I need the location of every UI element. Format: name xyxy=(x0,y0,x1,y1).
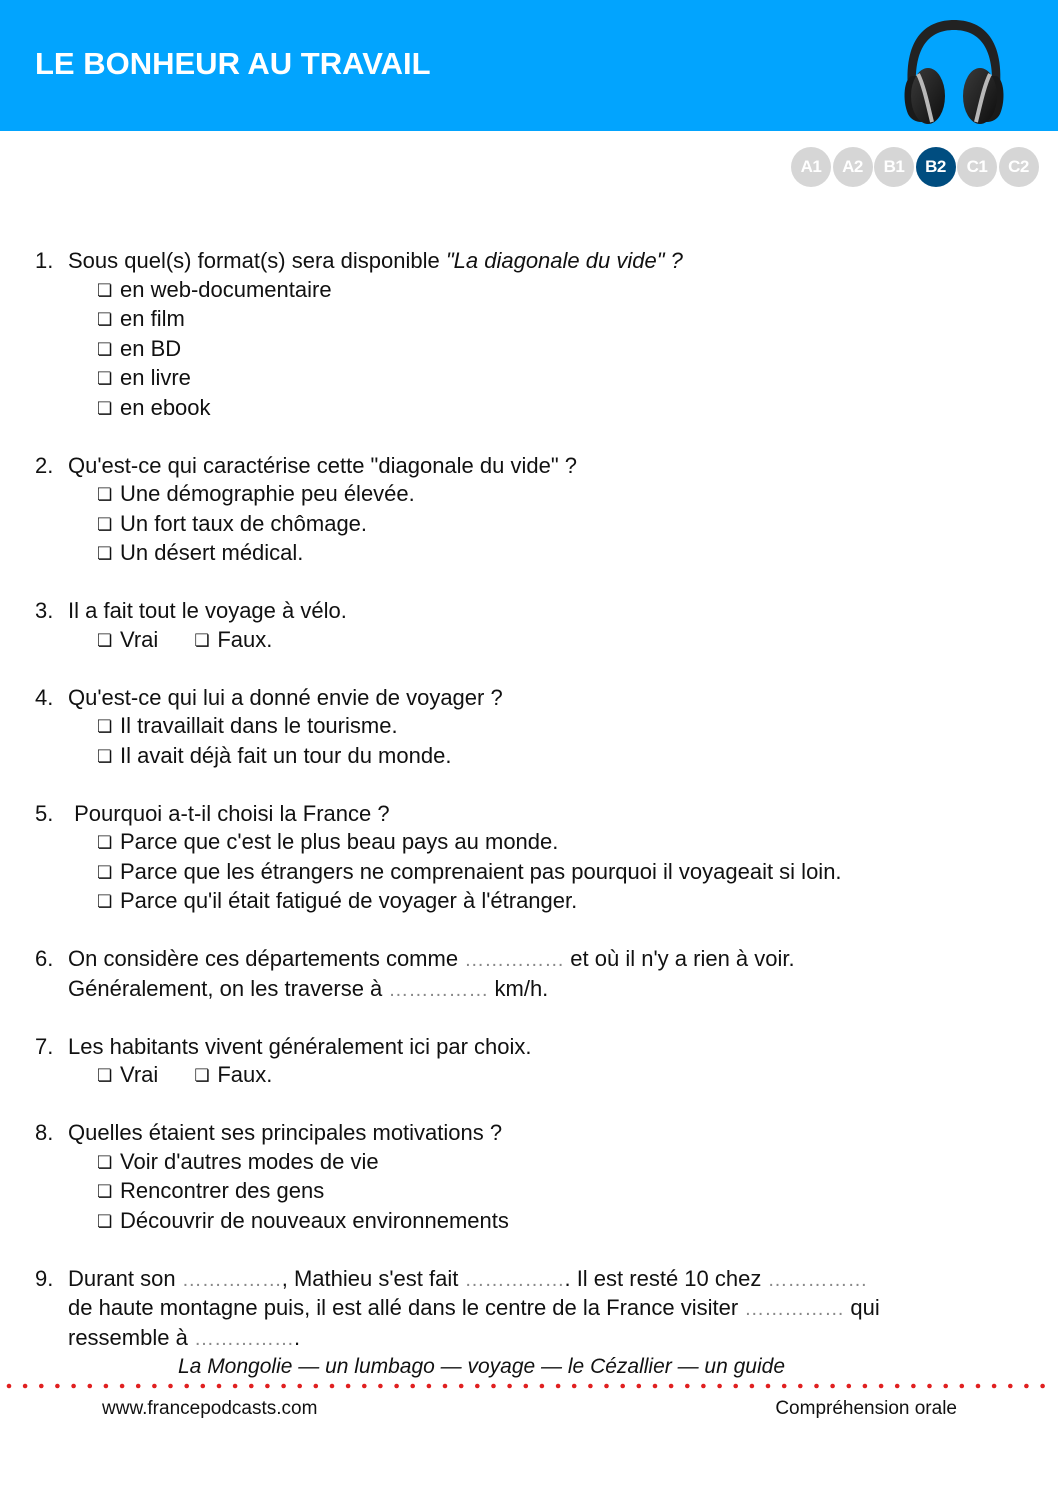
option-label: Un fort taux de chômage. xyxy=(120,510,368,536)
level-badge-a2: A2 xyxy=(833,147,873,187)
checkbox-icon[interactable]: ❏ xyxy=(97,485,113,505)
option-checkbox[interactable] xyxy=(97,394,1058,424)
checkbox-icon[interactable]: ❏ xyxy=(97,544,113,564)
divider-dot xyxy=(782,1384,787,1389)
option-checkbox[interactable] xyxy=(97,539,1058,569)
checkbox-icon[interactable]: ❏ xyxy=(97,339,113,360)
divider-dot xyxy=(895,1384,900,1389)
question-3 xyxy=(0,597,1058,655)
question-5 xyxy=(0,800,1058,917)
option-checkbox[interactable] xyxy=(97,887,1058,917)
checkbox-icon[interactable]: ❏ xyxy=(97,833,113,853)
question-9 xyxy=(0,1265,1058,1382)
true-false-options xyxy=(97,626,1058,656)
footer-website: www.francepodcasts.com xyxy=(102,1398,318,1419)
divider-dot xyxy=(1024,1384,1029,1389)
divider-dot xyxy=(410,1384,415,1389)
fill-in-blank[interactable]: …………… xyxy=(767,1268,868,1291)
option-label: en film xyxy=(120,306,185,331)
option-label: Il avait déjà fait un tour du monde. xyxy=(120,742,452,768)
question-1 xyxy=(0,247,1058,423)
text-segment: . xyxy=(293,1324,301,1350)
checkbox-icon[interactable]: ❏ xyxy=(97,1066,113,1086)
divider-dot xyxy=(443,1384,448,1389)
checkbox-icon[interactable]: ❏ xyxy=(194,1066,210,1086)
question-number: 4. xyxy=(35,684,54,710)
text-segment: , Mathieu s'est fait xyxy=(281,1265,465,1291)
option-checkbox[interactable] xyxy=(97,364,1058,394)
divider-dot xyxy=(604,1384,609,1389)
level-badge-b1: B1 xyxy=(874,147,914,187)
question-number: 8. xyxy=(35,1120,54,1145)
text-segment: Généralement, on les traverse à xyxy=(68,975,389,1001)
text-segment: On considère ces départements comme xyxy=(68,946,465,971)
option-label: Il travaillait dans le tourisme. xyxy=(120,713,398,738)
text-segment: et où il n'y a rien à voir. xyxy=(564,946,795,971)
checkbox-icon[interactable]: ❏ xyxy=(97,717,113,737)
divider-dot xyxy=(314,1384,319,1389)
divider-dot xyxy=(23,1384,28,1389)
option-vrai[interactable] xyxy=(97,1061,158,1091)
divider-dot xyxy=(943,1384,948,1389)
option-label: Voir d'autres modes de vie xyxy=(120,1148,379,1174)
divider-dot xyxy=(104,1384,109,1389)
question-text: Quelles étaient ses principales motivations ? xyxy=(68,1120,503,1145)
option-vrai[interactable] xyxy=(97,626,158,656)
divider-dot xyxy=(120,1384,125,1389)
checkbox-icon[interactable]: ❏ xyxy=(97,310,113,330)
option-checkbox[interactable] xyxy=(97,1207,1058,1237)
divider-dot xyxy=(39,1384,44,1389)
divider-dot xyxy=(588,1384,593,1389)
option-checkbox[interactable] xyxy=(97,335,1058,365)
question-text: Pourquoi a-t-il choisi la France ? xyxy=(68,800,390,826)
question-number: 9. xyxy=(35,1265,54,1291)
option-label: Une démographie peu élevée. xyxy=(120,481,415,506)
divider-dot xyxy=(1040,1384,1045,1389)
question-text: Les habitants vivent généralement ici par choix. xyxy=(68,1033,532,1059)
divider-dot xyxy=(847,1384,852,1389)
checkbox-icon[interactable]: ❏ xyxy=(97,892,113,912)
question-number: 3. xyxy=(35,598,54,623)
text-segment: qui xyxy=(844,1295,880,1320)
divider-dot xyxy=(733,1384,738,1389)
question-2 xyxy=(0,452,1058,569)
checkbox-icon[interactable]: ❏ xyxy=(97,630,113,651)
divider-dot xyxy=(55,1384,60,1389)
option-label: Découvrir de nouveaux environnements xyxy=(120,1207,509,1233)
question-text xyxy=(68,945,1018,975)
divider-dot xyxy=(524,1384,529,1389)
checkbox-icon[interactable]: ❏ xyxy=(97,514,113,535)
question-text-plain: Sous quel(s) format(s) sera disponible xyxy=(68,248,446,273)
option-label: en ebook xyxy=(120,394,211,420)
level-badge-b2-active: B2 xyxy=(916,147,956,187)
question-text-line-2 xyxy=(68,975,1018,1005)
divider-dot xyxy=(88,1384,93,1389)
divider-dot xyxy=(750,1384,755,1389)
divider-dot xyxy=(475,1384,480,1389)
fill-in-blank[interactable]: …………… xyxy=(464,949,565,971)
divider-dot xyxy=(992,1384,997,1389)
level-badge-a1: A1 xyxy=(791,147,831,187)
divider-dot xyxy=(814,1384,819,1389)
divider-dot xyxy=(233,1384,238,1389)
option-checkbox[interactable] xyxy=(97,828,1058,858)
checkbox-icon[interactable]: ❏ xyxy=(97,280,113,301)
question-4 xyxy=(0,684,1058,772)
divider-dot xyxy=(540,1384,545,1389)
option-checkbox[interactable] xyxy=(97,1148,1058,1178)
question-number: 1. xyxy=(35,248,54,273)
word-bank: La Mongolie — un lumbago — voyage — le Cézallier — un guide xyxy=(178,1355,786,1378)
level-badge-c1: C1 xyxy=(957,147,997,187)
divider-dot xyxy=(960,1384,965,1389)
checkbox-icon[interactable]: ❏ xyxy=(97,1182,113,1202)
option-checkbox[interactable] xyxy=(97,276,1058,306)
divider-dot xyxy=(863,1384,868,1389)
text-segment: ressemble à xyxy=(68,1324,194,1350)
checkbox-icon[interactable]: ❏ xyxy=(97,862,113,883)
divider-dot xyxy=(394,1384,399,1389)
option-label: Parce qu'il était fatigué de voyager à l'étranger. xyxy=(120,888,578,913)
divider-dot xyxy=(362,1384,367,1389)
divider-dot xyxy=(136,1384,141,1389)
divider-dot xyxy=(830,1384,835,1389)
question-text-line-3 xyxy=(68,1324,1018,1354)
checkbox-icon[interactable]: ❏ xyxy=(97,1152,113,1173)
divider-dot xyxy=(168,1384,173,1389)
divider-dot xyxy=(911,1384,916,1389)
level-badge-c2: C2 xyxy=(999,147,1039,187)
option-checkbox[interactable] xyxy=(97,858,1058,888)
divider-dot xyxy=(184,1384,189,1389)
divider-dot xyxy=(507,1384,512,1389)
option-checkbox[interactable] xyxy=(97,1177,1058,1207)
divider-dot xyxy=(427,1384,432,1389)
option-label: en BD xyxy=(120,335,182,361)
text-segment: . Il est resté 10 chez xyxy=(564,1265,768,1291)
divider-dot xyxy=(798,1384,803,1389)
option-label: en livre xyxy=(120,365,191,390)
divider-dot xyxy=(346,1384,351,1389)
header-banner xyxy=(0,0,1058,131)
question-text xyxy=(68,247,1018,276)
divider-dot xyxy=(717,1384,722,1389)
option-checkbox[interactable] xyxy=(97,480,1058,510)
footer-label: Compréhension orale xyxy=(775,1398,957,1419)
option-checkbox[interactable] xyxy=(97,742,1058,772)
divider-dot xyxy=(572,1384,577,1389)
divider-dot xyxy=(1008,1384,1013,1389)
divider-dot xyxy=(685,1384,690,1389)
fill-in-blank[interactable]: …………… xyxy=(464,1268,565,1291)
option-label: Vrai xyxy=(120,1062,159,1087)
checkbox-icon[interactable]: ❏ xyxy=(97,398,113,419)
question-7 xyxy=(0,1033,1058,1091)
checkbox-icon[interactable]: ❏ xyxy=(97,1211,113,1232)
divider-dot xyxy=(669,1384,674,1389)
question-6 xyxy=(0,945,1058,1004)
divider-dot xyxy=(491,1384,496,1389)
question-number: 5. xyxy=(35,800,54,826)
option-label: Parce que c'est le plus beau pays au monde. xyxy=(120,829,559,854)
question-number: 2. xyxy=(35,452,54,478)
option-label: Parce que les étrangers ne comprenaient pas pourquoi il voyageait si loin. xyxy=(120,858,842,884)
page-title: LE BONHEUR AU TRAVAIL xyxy=(35,46,431,81)
checkbox-icon[interactable]: ❏ xyxy=(97,369,113,389)
divider-dot xyxy=(201,1384,206,1389)
option-label: Un désert médical. xyxy=(120,540,304,565)
fill-in-blank[interactable]: …………… xyxy=(744,1298,845,1320)
option-checkbox[interactable] xyxy=(97,305,1058,335)
divider-dot xyxy=(265,1384,270,1389)
option-label: Faux. xyxy=(217,626,273,652)
question-text-italic: "La diagonale du vide" ? xyxy=(445,248,683,273)
true-false-options xyxy=(97,1061,1058,1091)
question-number: 6. xyxy=(35,946,54,971)
divider-dot xyxy=(152,1384,157,1389)
option-label: Rencontrer des gens xyxy=(120,1178,325,1203)
questionnaire xyxy=(0,247,1058,1410)
divider-dot xyxy=(378,1384,383,1389)
text-segment: km/h. xyxy=(488,975,549,1001)
divider-dot xyxy=(556,1384,561,1389)
option-checkbox[interactable] xyxy=(97,712,1058,742)
question-number: 7. xyxy=(35,1033,54,1059)
divider-dot xyxy=(7,1384,12,1389)
text-segment: de haute montagne puis, il est allé dans le centre de la France visiter xyxy=(68,1295,745,1320)
checkbox-icon[interactable]: ❏ xyxy=(194,630,210,651)
divider-dot xyxy=(927,1384,932,1389)
divider-dot xyxy=(297,1384,302,1389)
option-label: en web-documentaire xyxy=(120,276,332,302)
option-label: Vrai xyxy=(120,626,159,652)
question-8 xyxy=(0,1119,1058,1236)
divider-dot xyxy=(701,1384,706,1389)
text-segment: Durant son xyxy=(68,1265,182,1291)
headphones-icon xyxy=(898,16,1010,126)
question-text: Qu'est-ce qui lui a donné envie de voyager ? xyxy=(68,684,503,710)
dotted-divider xyxy=(0,1381,1058,1391)
divider-dot xyxy=(217,1384,222,1389)
question-text: Il a fait tout le voyage à vélo. xyxy=(68,598,347,623)
divider-dot xyxy=(766,1384,771,1389)
divider-dot xyxy=(330,1384,335,1389)
question-text-line-2 xyxy=(68,1294,1018,1324)
level-badges xyxy=(791,147,1040,188)
fill-in-blank[interactable]: …………… xyxy=(181,1268,282,1291)
question-text: Qu'est-ce qui caractérise cette "diagonale du vide" ? xyxy=(68,452,577,478)
option-faux[interactable] xyxy=(194,626,272,656)
fill-in-blank[interactable]: …………… xyxy=(193,1327,294,1350)
divider-dot xyxy=(249,1384,254,1389)
divider-dot xyxy=(281,1384,286,1389)
divider-dot xyxy=(71,1384,76,1389)
divider-dot xyxy=(879,1384,884,1389)
option-faux[interactable] xyxy=(194,1061,272,1091)
fill-in-blank[interactable]: …………… xyxy=(388,978,489,1001)
option-checkbox[interactable] xyxy=(97,510,1058,540)
divider-dot xyxy=(620,1384,625,1389)
divider-dot xyxy=(976,1384,981,1389)
checkbox-icon[interactable]: ❏ xyxy=(97,746,113,767)
divider-dot xyxy=(653,1384,658,1389)
option-label: Faux. xyxy=(217,1062,273,1087)
question-text xyxy=(68,1265,1018,1295)
divider-dot xyxy=(459,1384,464,1389)
divider-dot xyxy=(637,1384,642,1389)
